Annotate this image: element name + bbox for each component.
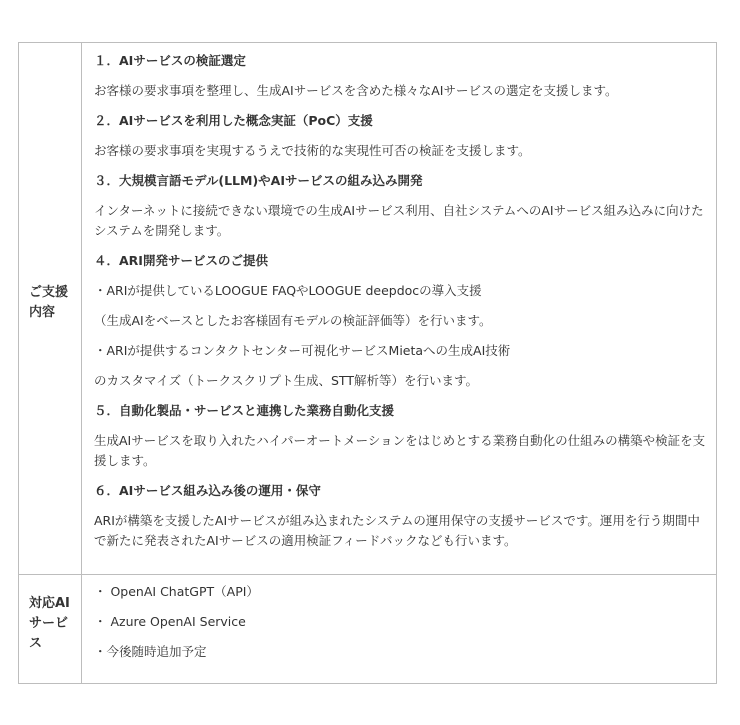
header-line: ご支援 (29, 285, 69, 300)
section-text-5: 生成AIサービスを取り入れたハイパーオートメーションをはじめとする業務自動化の仕組みの構築や検証を支援します。 (94, 433, 706, 468)
section-text-4b: （生成AIをベースとしたお客様固有モデルの検証評価等）を行います。 (94, 313, 492, 328)
row-header-cell (19, 574, 82, 683)
row-header-supported-ai (29, 594, 77, 654)
list-item: ・今後随時追加予定 (94, 644, 207, 659)
row-content-cell (82, 574, 716, 683)
service-table (18, 42, 717, 684)
list-item: ・ OpenAI ChatGPT（API） (94, 584, 259, 599)
section-heading-4: ４．ARI開発サービスのご提供 (94, 253, 268, 268)
section-text-3: インターネットに接続できない環境での生成AIサービス利用、自社システムへのAIサービス組み込みに向けたシステムを開発します。 (94, 203, 704, 238)
row-header-support-content (29, 283, 77, 323)
row-header-cell (19, 43, 82, 574)
header-line: ス (29, 636, 43, 651)
table-row-supported-ai (19, 574, 716, 683)
section-text-4a: ・ARIが提供しているLOOGUE FAQやLOOGUE deepdocの導入支援 (94, 283, 482, 298)
table-row-support-content (19, 43, 716, 575)
header-line: 対応AI (29, 596, 70, 611)
section-text-2: お客様の要求事項を実現するうえで技術的な実現性可否の検証を支援します。 (94, 143, 531, 158)
header-line: サービ (29, 616, 69, 631)
section-text-4c: ・ARIが提供するコンタクトセンター可視化サービスMietaへの生成AI技術 (94, 343, 511, 358)
section-heading-1: １．AIサービスの検証選定 (94, 53, 246, 68)
row-content-cell (82, 43, 716, 574)
section-heading-3: ３．大規模言語モデル(LLM)やAIサービスの組み込み開発 (94, 173, 423, 188)
section-text-1: お客様の要求事項を整理し、生成AIサービスを含めた様々なAIサービスの選定を支援します。 (94, 83, 618, 98)
section-text-4d: のカスタマイズ（トークスクリプト生成、STT解析等）を行います。 (94, 373, 478, 388)
list-item: ・ Azure OpenAI Service (94, 614, 246, 629)
section-heading-5: ５．自動化製品・サービスと連携した業務自動化支援 (94, 403, 395, 418)
section-text-6: ARIが構築を支援したAIサービスが組み込まれたシステムの運用保守の支援サービスです。運用を行う期間中で新たに発表されたAIサービスの適用検証フィードバックなども行います。 (94, 513, 700, 548)
section-heading-6: ６．AIサービス組み込み後の運用・保守 (94, 483, 321, 498)
section-heading-2: ２．AIサービスを利用した概念実証（PoC）支援 (94, 113, 373, 128)
header-line: 内容 (29, 305, 56, 320)
